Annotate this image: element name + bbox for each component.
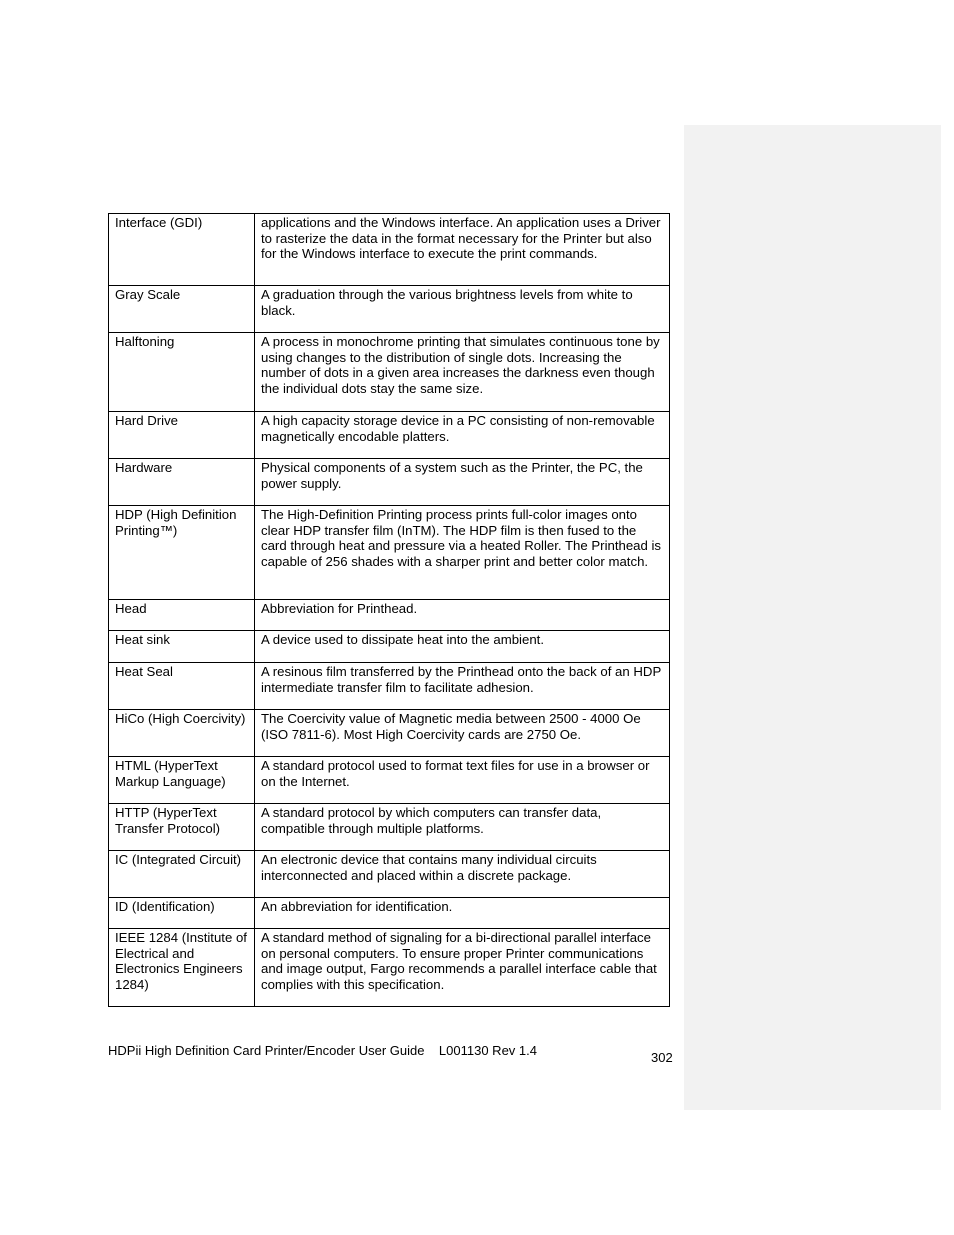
definition-cell: The Coercivity value of Magnetic media between 2500 - 4000 Oe (ISO 7811-6). Most High Coercivity cards are 2750 Oe. bbox=[255, 710, 670, 757]
term-cell: IEEE 1284 (Institute of Electrical and Electronics Engineers 1284) bbox=[109, 929, 255, 1007]
guide-title: HDPii High Definition Card Printer/Encoder User Guide bbox=[108, 1043, 425, 1058]
term-cell: Heat sink bbox=[109, 631, 255, 663]
term-cell: HTML (HyperText Markup Language) bbox=[109, 757, 255, 804]
definition-cell: A device used to dissipate heat into the ambient. bbox=[255, 631, 670, 663]
definition-cell: A graduation through the various brightness levels from white to black. bbox=[255, 286, 670, 333]
definition-cell: A standard protocol used to format text files for use in a browser or on the Internet. bbox=[255, 757, 670, 804]
term-cell: Heat Seal bbox=[109, 663, 255, 710]
definition-cell: Physical components of a system such as the Printer, the PC, the power supply. bbox=[255, 459, 670, 506]
table-row bbox=[109, 600, 670, 631]
table-row bbox=[109, 851, 670, 898]
definition-cell: An electronic device that contains many individual circuits interconnected and placed within a discrete package. bbox=[255, 851, 670, 898]
table-row bbox=[109, 898, 670, 929]
table-row bbox=[109, 710, 670, 757]
page-footer bbox=[108, 1043, 537, 1059]
page-number: 302 bbox=[651, 1050, 673, 1065]
definition-cell: A process in monochrome printing that simulates continuous tone by using changes to the distribution of single dots. Increasing the number of dots in a given area increases the darkness even though the individual dots stay the same size. bbox=[255, 333, 670, 412]
table-row bbox=[109, 286, 670, 333]
term-cell: IC (Integrated Circuit) bbox=[109, 851, 255, 898]
term-cell: Interface (GDI) bbox=[109, 214, 255, 286]
definition-cell: The High-Definition Printing process prints full-color images onto clear HDP transfer film (InTM). The HDP film is then fused to the card through heat and pressure via a heated Roller. The Printhead is capable of 256 shades with a sharper print and better color match. bbox=[255, 506, 670, 600]
term-cell: Halftoning bbox=[109, 333, 255, 412]
table-row bbox=[109, 929, 670, 1007]
table-row bbox=[109, 214, 670, 286]
definition-cell: A resinous film transferred by the Printhead onto the back of an HDP intermediate transfer film to facilitate adhesion. bbox=[255, 663, 670, 710]
term-cell: Head bbox=[109, 600, 255, 631]
definition-cell: An abbreviation for identification. bbox=[255, 898, 670, 929]
definition-cell: applications and the Windows interface. An application uses a Driver to rasterize the data in the format necessary for the Printer but also for the Windows interface to execute the print commands. bbox=[255, 214, 670, 286]
term-cell: HTTP (HyperText Transfer Protocol) bbox=[109, 804, 255, 851]
document-number: L001130 Rev 1.4 bbox=[438, 1043, 537, 1058]
table-row bbox=[109, 757, 670, 804]
definition-cell: A standard protocol by which computers can transfer data, compatible through multiple platforms. bbox=[255, 804, 670, 851]
definition-cell: Abbreviation for Printhead. bbox=[255, 600, 670, 631]
term-cell: Gray Scale bbox=[109, 286, 255, 333]
definition-cell: A high capacity storage device in a PC consisting of non-removable magnetically encodable platters. bbox=[255, 412, 670, 459]
table-row bbox=[109, 506, 670, 600]
table-row bbox=[109, 631, 670, 663]
table-row bbox=[109, 333, 670, 412]
term-cell: HDP (High Definition Printing™) bbox=[109, 506, 255, 600]
term-cell: Hardware bbox=[109, 459, 255, 506]
table-row bbox=[109, 459, 670, 506]
table-row bbox=[109, 663, 670, 710]
definition-cell: A standard method of signaling for a bi-directional parallel interface on personal computers. To ensure proper Printer communications and image output, Fargo recommends a parallel interface cable that complies with this specification. bbox=[255, 929, 670, 1007]
comment-pane bbox=[684, 125, 941, 1110]
glossary-table bbox=[108, 213, 670, 1007]
term-cell: ID (Identification) bbox=[109, 898, 255, 929]
table-row bbox=[109, 412, 670, 459]
term-cell: Hard Drive bbox=[109, 412, 255, 459]
table-row bbox=[109, 804, 670, 851]
term-cell: HiCo (High Coercivity) bbox=[109, 710, 255, 757]
